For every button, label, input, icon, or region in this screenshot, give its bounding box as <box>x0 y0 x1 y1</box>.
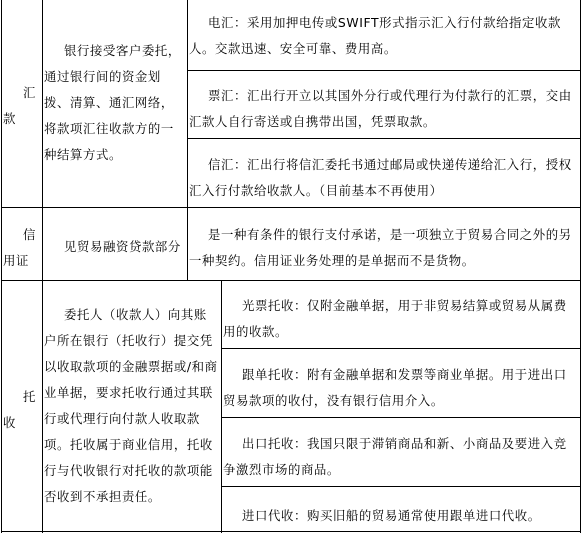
category-label-line: 信 <box>23 227 36 242</box>
description-line: 行与代收银行对托收的款项能 <box>44 463 213 478</box>
subtype-line: 贸易款项的收付，没有银行信用介入。 <box>223 393 444 408</box>
subtype-line: 跟单托收：附有金融单据和发票等商业单据。用于进出口 <box>242 367 567 382</box>
subtype-line: 出口托收：我国只限于滞销商品和新、小商品及要进入竞 <box>242 436 567 451</box>
description-line: 项。托收属于商业信用，托收 <box>44 437 213 452</box>
description-line: 拨、清算、通汇网络， <box>44 95 174 110</box>
subtype-line: 电汇：采用加押电传或SWIFT形式指示汇入行付款给指定收款 <box>208 15 562 30</box>
subtype-line: 进口代收：购买旧船的贸易通常使用跟单进口代收。 <box>242 508 541 523</box>
subtype-line: 争激烈市场的商品。 <box>223 462 340 477</box>
subtype-line: 一种契约。信用证业务处理的是单据而不是货物。 <box>189 253 475 268</box>
subtype-line: 票汇：汇出行开立以其国外分行或代理行为付款行的汇票，交由 <box>208 88 572 103</box>
category-label-line: 托 <box>23 389 36 404</box>
subtype-line: 用的收款。 <box>223 324 288 339</box>
description-line: 银行接受客户委托， <box>64 43 181 58</box>
description-line: 委托人（收款人）向其账 <box>64 307 207 322</box>
subtype-line: 汇入行付款给收款人。（目前基本不再使用） <box>189 183 443 198</box>
description-line: 业单据，要求托收行通过其联 <box>44 385 213 400</box>
subtype-line: 汇款人自行寄送或自携带出国，凭票取款。 <box>189 114 436 129</box>
subtype-line: 是一种有条件的银行支付承诺，是一项独立于贸易合同之外的另 <box>208 227 572 242</box>
category-label-line: 汇 <box>23 85 36 100</box>
description-line: 行或代理行向付款人收取款 <box>44 411 200 426</box>
description-line: 户所在银行（托收行）提交凭 <box>44 333 213 348</box>
description-line: 将款项汇往收款方的一 <box>44 121 174 136</box>
category-label-line: 收 <box>3 415 16 430</box>
description-line: 以收取款项的金融票据或/和商 <box>44 359 218 374</box>
subtype-line: 光票托收：仅附金融单据，用于非贸易结算或贸易从属费 <box>242 298 567 313</box>
description-line: 否收到不承担责任。 <box>44 489 161 504</box>
description-line: 种结算方式。 <box>44 147 122 162</box>
description-line: 通过银行间的资金划 <box>44 69 161 84</box>
subtype-line: 信汇：汇出行将信汇委托书通过邮局或快递传递给汇入行，授权 <box>208 157 572 172</box>
description-line: 见贸易融资贷款部分 <box>64 239 181 254</box>
category-label-line: 用证 <box>3 253 29 268</box>
category-label-line: 款 <box>3 111 16 126</box>
subtype-line: 人。交款迅速、安全可靠、费用高。 <box>189 41 397 56</box>
